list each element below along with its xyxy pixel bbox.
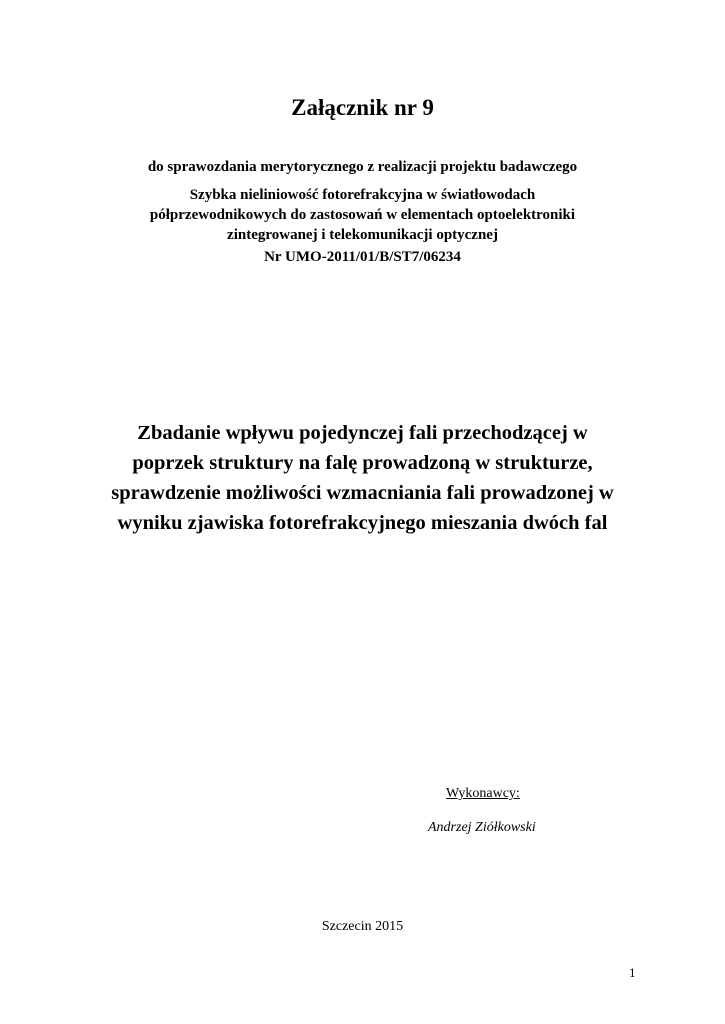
research-topic-line: wyniku zjawiska fotorefrakcyjnego mieszania dwóch fal [117,512,608,534]
document-title: Załącznik nr 9 [291,95,434,120]
place-date: Szczecin 2015 [321,919,404,934]
project-number: Nr UMO-2011/01/B/ST7/06234 [264,249,461,265]
project-title [0,185,725,245]
contractors-label: Wykonawcy: [446,786,520,801]
project-title-line: zintegrowanej i telekomunikacji optycznej [227,227,498,243]
project-title-line: Szybka nieliniowość fotorefrakcyjna w światłowodach [189,187,536,203]
report-subtitle: do sprawozdania merytorycznego z realizacji projektu badawczego [147,159,578,175]
research-topic-line: sprawdzenie możliwości wzmacniania fali prowadzonej w [111,482,614,504]
contractor-name: Andrzej Ziółkowski [428,820,536,835]
research-topic-line: Zbadanie wpływu pojedynczej fali przechodzącej w [137,422,588,444]
research-topic [0,418,725,538]
project-title-line: półprzewodnikowych do zastosowań w elementach optoelektroniki [149,207,576,223]
research-topic-line: poprzek struktury na falę prowadzoną w strukturze, [132,452,593,474]
page-number: 1 [629,965,636,980]
